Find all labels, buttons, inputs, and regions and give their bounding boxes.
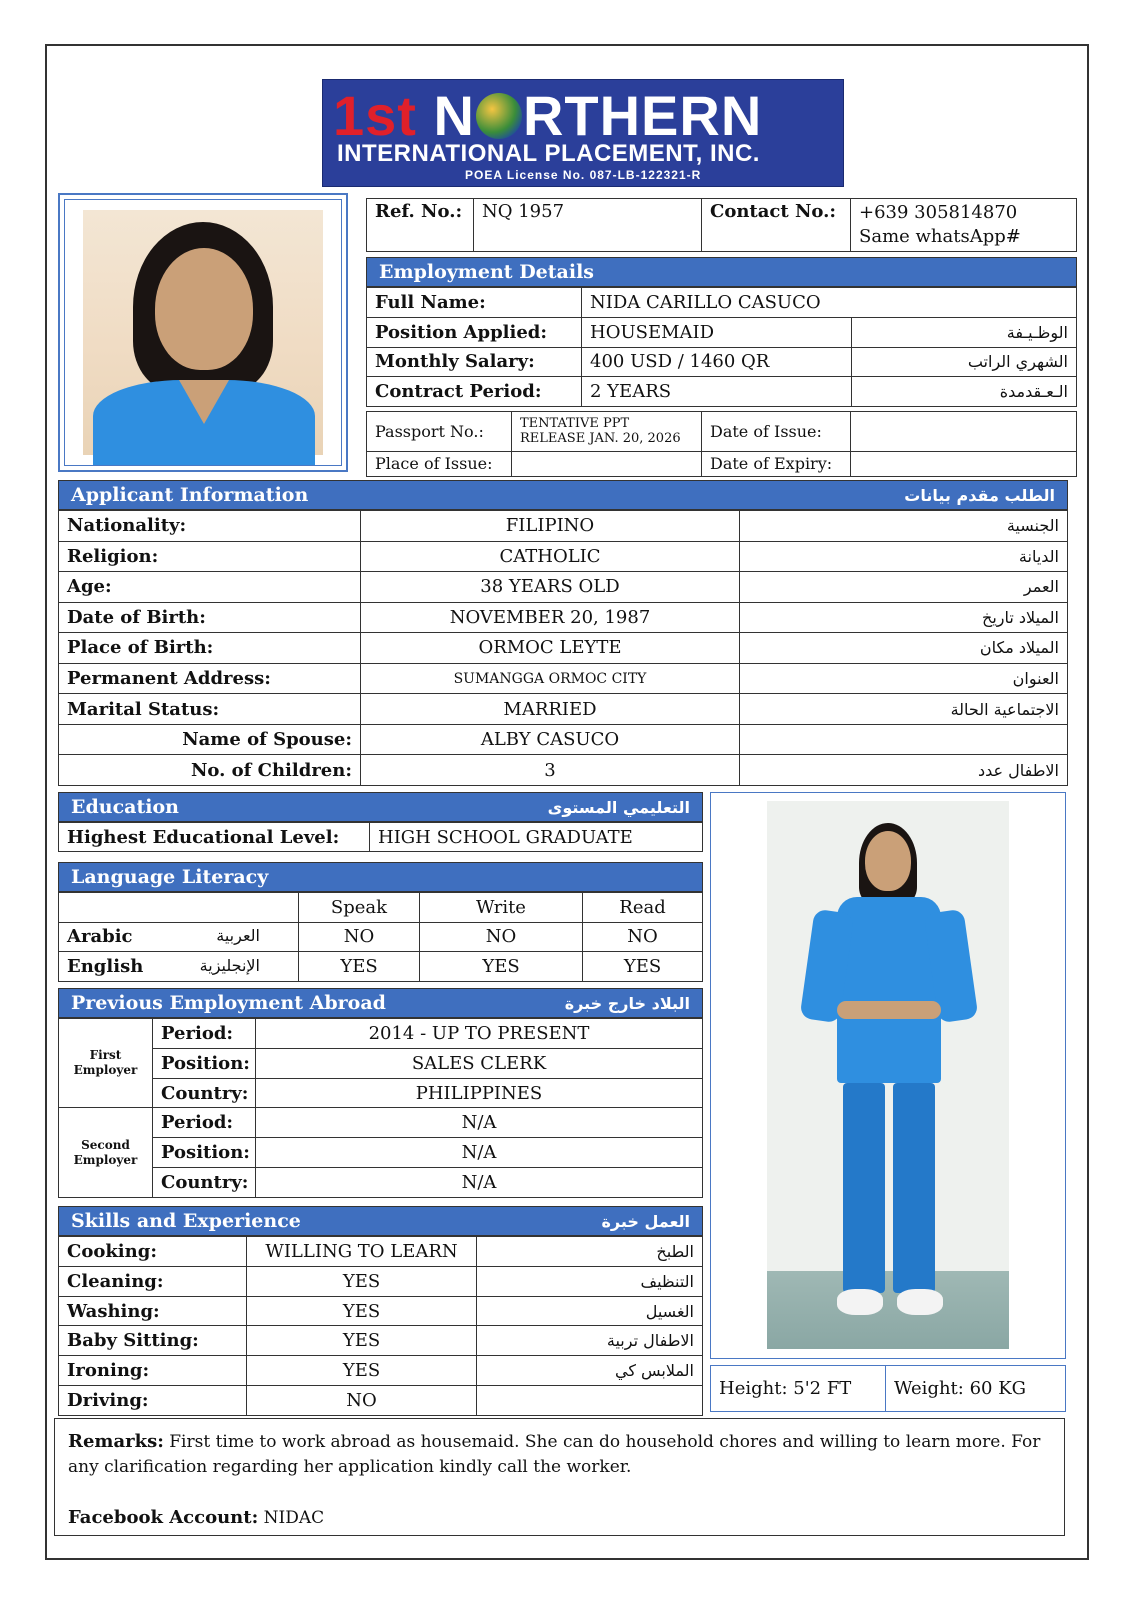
full-name-label: Full Name:: [367, 288, 582, 318]
applicant-arabic: الجنسية: [740, 511, 1068, 542]
skill-arabic: [477, 1386, 703, 1416]
applicant-label: Age:: [59, 572, 361, 603]
full-body-photo: [710, 792, 1066, 1359]
height-weight-table: [710, 1365, 1066, 1412]
applicant-arabic: [740, 724, 1068, 755]
skills-table: [58, 1236, 703, 1416]
applicant-arabic: الاطفال عدد: [740, 755, 1068, 786]
skill-label: Baby Sitting:: [59, 1326, 247, 1356]
lang-english-name-ar: الإنجليزية: [199, 956, 260, 976]
first-employer-line-2: Employer: [73, 1063, 138, 1078]
contract-label: Contract Period:: [367, 377, 582, 407]
emp2-country-value: N/A: [256, 1168, 703, 1198]
expiry-date-value: [851, 451, 1077, 477]
education-level-label: Highest Educational Level:: [59, 823, 370, 852]
applicant-value: SUMANGGA ORMOC CITY: [361, 663, 740, 694]
globe-icon: [476, 93, 522, 139]
facebook-label: Facebook Account:: [68, 1507, 259, 1528]
lang-arabic-name-ar: العربية: [216, 926, 260, 946]
issue-date-label: Date of Issue:: [702, 412, 851, 452]
skill-arabic: التنظيف: [477, 1266, 703, 1296]
lang-english-label: [59, 952, 299, 982]
position-value: HOUSEMAID: [582, 317, 852, 347]
second-employer-line-2: Employer: [73, 1152, 138, 1167]
applicant-label: Date of Birth:: [59, 602, 361, 633]
applicant-arabic: العنوان: [740, 663, 1068, 694]
applicant-row: [59, 755, 1068, 786]
ref-value: NQ 1957: [474, 199, 702, 252]
emp2-position-label: Position:: [153, 1138, 256, 1168]
applicant-row: [59, 724, 1068, 755]
first-employer-line-1: First: [89, 1048, 122, 1063]
language-corner: [59, 893, 299, 923]
passport-table: [366, 411, 1077, 477]
logo-prefix: 1st: [333, 84, 417, 147]
weight-value: Weight: 60 KG: [886, 1366, 1066, 1412]
applicant-value: 38 YEARS OLD: [361, 572, 740, 603]
lang-arabic-name: Arabic: [67, 926, 133, 948]
applicant-label: Nationality:: [59, 511, 361, 542]
skills-title-arabic: العمل خبرة: [601, 1211, 690, 1231]
emp2-position-value: N/A: [256, 1138, 703, 1168]
skills-header: [58, 1206, 703, 1236]
applicant-label: Permanent Address:: [59, 663, 361, 694]
employment-details-table: [366, 287, 1077, 407]
lang-english-speak: YES: [299, 952, 420, 982]
education-title: Education: [71, 796, 179, 818]
position-arabic: الوظـيـفة: [852, 317, 1077, 347]
emp1-period-label: Period:: [153, 1019, 256, 1049]
second-employer-line-1: Second: [81, 1137, 130, 1152]
skill-row: [59, 1296, 703, 1326]
employment-details-header: [366, 257, 1077, 287]
language-header: [58, 862, 703, 892]
height-value: Height: 5'2 FT: [711, 1366, 886, 1412]
employment-details-title: Employment Details: [379, 261, 594, 283]
contract-arabic: الـعـقدمدة: [852, 377, 1077, 407]
facebook-value: NIDAC: [263, 1508, 325, 1528]
applicant-value: FILIPINO: [361, 511, 740, 542]
lang-arabic-read: NO: [583, 922, 703, 952]
previous-employment-title: Previous Employment Abroad: [71, 992, 386, 1014]
applicant-label: Place of Birth:: [59, 633, 361, 664]
lang-arabic-label: [59, 922, 299, 952]
passport-no-line-2: RELEASE JAN. 20, 2026: [520, 431, 681, 447]
skill-value: YES: [247, 1296, 477, 1326]
education-title-arabic: التعليمي المستوى: [547, 797, 690, 817]
salary-arabic: الشهري الراتب: [852, 347, 1077, 377]
skill-value: YES: [247, 1266, 477, 1296]
applicant-info-title: Applicant Information: [71, 484, 309, 506]
col-write: Write: [420, 893, 583, 923]
ref-contact-table: [366, 198, 1077, 252]
previous-employment-table: [58, 1018, 703, 1198]
skill-value: YES: [247, 1356, 477, 1386]
applicant-info-header: [58, 480, 1068, 510]
company-logo: [322, 79, 844, 187]
company-subtitle: INTERNATIONAL PLACEMENT, INC.: [337, 140, 760, 167]
skill-row: [59, 1326, 703, 1356]
education-level-value: HIGH SCHOOL GRADUATE: [370, 823, 703, 852]
applicant-row: [59, 541, 1068, 572]
applicant-arabic: الديانة: [740, 541, 1068, 572]
previous-employment-title-arabic: البلاد خارج خبرة: [564, 993, 690, 1013]
skill-arabic: الملابس كي: [477, 1356, 703, 1386]
skill-label: Cleaning:: [59, 1266, 247, 1296]
ref-label: Ref. No.:: [367, 199, 474, 252]
first-employer-label: [59, 1019, 153, 1108]
skill-row: [59, 1266, 703, 1296]
remarks-box: [54, 1418, 1065, 1536]
emp1-country-label: Country:: [153, 1078, 256, 1108]
skill-label: Cooking:: [59, 1237, 247, 1267]
contact-value: [851, 199, 1077, 252]
second-employer-label: [59, 1108, 153, 1198]
salary-value: 400 USD / 1460 QR: [582, 347, 852, 377]
emp2-country-label: Country:: [153, 1168, 256, 1198]
applicant-row: [59, 663, 1068, 694]
applicant-value: ORMOC LEYTE: [361, 633, 740, 664]
contract-value: 2 YEARS: [582, 377, 852, 407]
applicant-row: [59, 633, 1068, 664]
skill-value: WILLING TO LEARN: [247, 1237, 477, 1267]
applicant-value: NOVEMBER 20, 1987: [361, 602, 740, 633]
applicant-label: Name of Spouse:: [59, 724, 361, 755]
lang-english-write: YES: [420, 952, 583, 982]
skill-row: [59, 1356, 703, 1386]
logo-name-rest: RTHERN: [522, 84, 763, 147]
emp1-position-value: SALES CLERK: [256, 1048, 703, 1078]
applicant-label: Marital Status:: [59, 694, 361, 725]
emp1-position-label: Position:: [153, 1048, 256, 1078]
applicant-label: Religion:: [59, 541, 361, 572]
applicant-info-title-arabic: الطلب مقدم بيانات: [904, 485, 1055, 505]
place-of-issue-value: [512, 451, 702, 477]
skill-label: Ironing:: [59, 1356, 247, 1386]
portrait-photo: [58, 193, 348, 472]
applicant-row: [59, 602, 1068, 633]
lang-english-read: YES: [583, 952, 703, 982]
applicant-arabic: الميلاد تاريخ: [740, 602, 1068, 633]
applicant-value: CATHOLIC: [361, 541, 740, 572]
lang-arabic-write: NO: [420, 922, 583, 952]
passport-no-label: Passport No.:: [367, 412, 512, 452]
lang-arabic-speak: NO: [299, 922, 420, 952]
salary-label: Monthly Salary:: [367, 347, 582, 377]
applicant-row: [59, 511, 1068, 542]
language-title: Language Literacy: [71, 866, 269, 888]
skill-label: Driving:: [59, 1386, 247, 1416]
contact-phone: +639 305814870: [859, 202, 1018, 223]
contact-whatsapp: Same whatsApp#: [859, 226, 1021, 247]
skill-row: [59, 1237, 703, 1267]
skill-arabic: الاطفال تربية: [477, 1326, 703, 1356]
remarks-text: First time to work abroad as housemaid. She can do household chores and willing to learn more. For any clarification regarding her application kindly call the worker.: [68, 1432, 1041, 1477]
education-table: [58, 822, 703, 852]
applicant-arabic: الميلاد مكان: [740, 633, 1068, 664]
contact-label: Contact No.:: [702, 199, 851, 252]
applicant-value: 3: [361, 755, 740, 786]
applicant-info-table: [58, 510, 1068, 786]
skill-value: NO: [247, 1386, 477, 1416]
education-header: [58, 792, 703, 822]
applicant-value: ALBY CASUCO: [361, 724, 740, 755]
applicant-row: [59, 694, 1068, 725]
applicant-label: No. of Children:: [59, 755, 361, 786]
passport-no-line-1: TENTATIVE PPT: [520, 416, 630, 432]
applicant-arabic: العمر: [740, 572, 1068, 603]
logo-letter-n: N: [433, 84, 475, 147]
skill-label: Washing:: [59, 1296, 247, 1326]
col-read: Read: [583, 893, 703, 923]
full-name-value: NIDA CARILLO CASUCO: [582, 288, 1077, 318]
skills-title: Skills and Experience: [71, 1210, 301, 1232]
col-speak: Speak: [299, 893, 420, 923]
issue-date-value: [851, 412, 1077, 452]
applicant-value: MARRIED: [361, 694, 740, 725]
applicant-row: [59, 572, 1068, 603]
skill-arabic: الغسيل: [477, 1296, 703, 1326]
position-label: Position Applied:: [367, 317, 582, 347]
license-number: POEA License No. 087-LB-122321-R: [465, 168, 702, 182]
remarks-label: Remarks:: [68, 1431, 164, 1452]
emp2-period-label: Period:: [153, 1108, 256, 1138]
skill-arabic: الطبخ: [477, 1237, 703, 1267]
lang-english-name: English: [67, 956, 144, 978]
passport-no-value: [512, 412, 702, 452]
skill-value: YES: [247, 1326, 477, 1356]
emp2-period-value: N/A: [256, 1108, 703, 1138]
expiry-date-label: Date of Expiry:: [702, 451, 851, 477]
emp1-country-value: PHILIPPINES: [256, 1078, 703, 1108]
applicant-arabic: الاجتماعية الحالة: [740, 694, 1068, 725]
previous-employment-header: [58, 988, 703, 1018]
skill-row: [59, 1386, 703, 1416]
emp1-period-value: 2014 - UP TO PRESENT: [256, 1019, 703, 1049]
place-of-issue-label: Place of Issue:: [367, 451, 512, 477]
language-table: [58, 892, 703, 982]
